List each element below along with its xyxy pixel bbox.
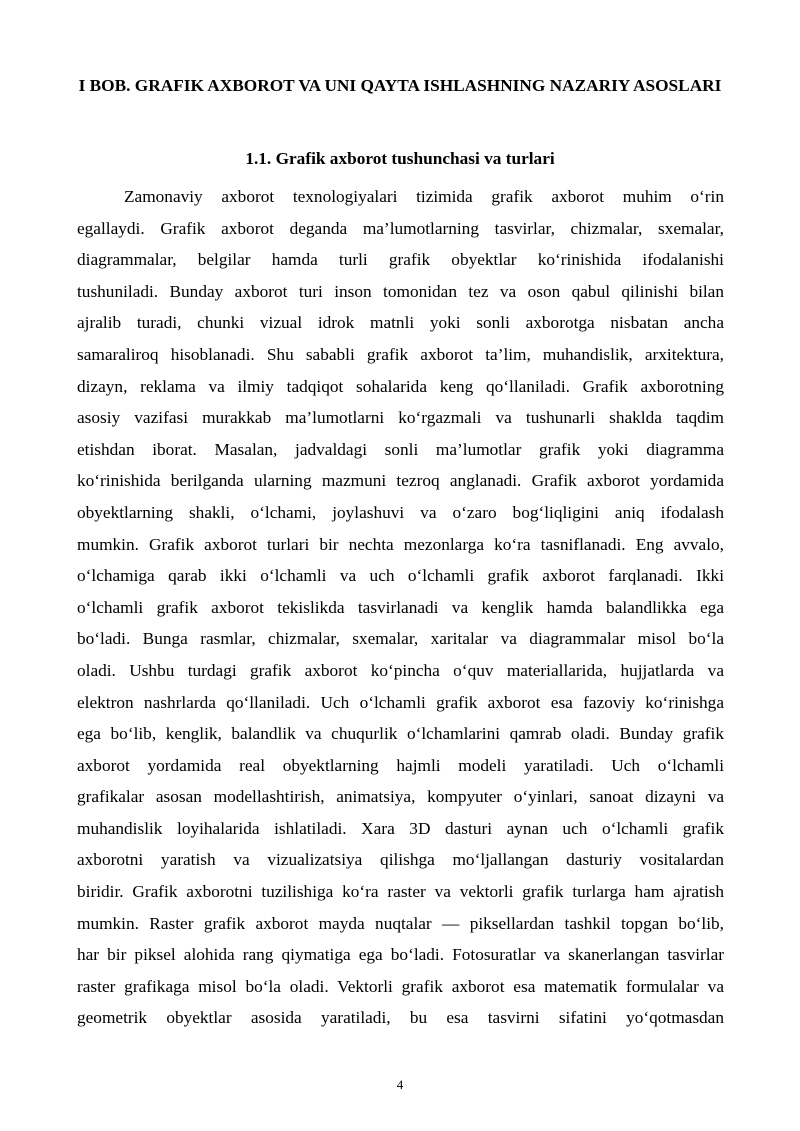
paragraph-line: raster grafikaga misol bo‘la oladi. Vektorli grafik axborot esa matematik formulalar va [77, 976, 724, 996]
paragraph-line: har bir piksel alohida rang qiymatiga ega bo‘ladi. Fotosuratlar va skanerlangan tasvirlar [77, 945, 724, 965]
paragraph-line: dizayn, reklama va ilmiy tadqiqot sohalarida keng qo‘llaniladi. Grafik axborotning [77, 376, 724, 396]
paragraph-line: oladi. Ushbu turdagi grafik axborot ko‘pincha o‘quv materiallarida, hujjatlarda va [77, 660, 724, 680]
paragraph-line: axborotni yaratish va vizualizatsiya qilishga mo‘ljallangan dasturiy vositalardan [77, 850, 724, 870]
paragraph-line: elektron nashrlarda qo‘llaniladi. Uch o‘lchamli grafik axborot esa fazoviy ko‘rinishga [77, 692, 724, 712]
paragraph-line: Zamonaviy axborot texnologiyalari tizimida grafik axborot muhim o‘rin [124, 187, 724, 206]
paragraph-line: obyektlarning shakli, o‘lchami, joylashuvi va o‘zaro bog‘liqligini aniq ifodalash [77, 502, 724, 522]
paragraph-line: bo‘ladi. Bunga rasmlar, chizmalar, sxemalar, xaritalar va diagrammalar misol bo‘la [77, 629, 724, 649]
paragraph-line: grafikalar asosan modellashtirish, animatsiya, kompyuter o‘yinlari, sanoat dizayni va [77, 787, 724, 807]
paragraph-line: ega bo‘lib, kenglik, balandlik va chuqurlik o‘lchamlarini qamrab oladi. Bunday grafik [77, 724, 724, 744]
paragraph-line: ajralib turadi, chunki vizual idrok matnli yoki sonli axborotga nisbatan ancha [77, 313, 724, 333]
paragraph-line: geometrik obyektlar asosida yaratiladi, bu esa tasvirni sifatini yo‘qotmasdan [77, 1008, 724, 1028]
paragraph-line: mumkin. Grafik axborot turlari bir nechta mezonlarga ko‘ra tasniflanadi. Eng avvalo, [77, 534, 724, 554]
paragraph-line: samaraliroq hisoblanadi. Shu sababli grafik axborot ta’lim, muhandislik, arxitektura, [77, 344, 724, 364]
paragraph-line: mumkin. Raster grafik axborot mayda nuqtalar — piksellardan tashkil topgan bo‘lib, [77, 913, 724, 933]
paragraph-line: egallaydi. Grafik axborot deganda ma’lumotlarning tasvirlar, chizmalar, sxemalar, [77, 218, 724, 238]
page-number: 4 [396, 1077, 404, 1092]
paragraph-line: tushuniladi. Bunday axborot turi inson tomonidan tez va oson qabul qilinishi bilan [77, 281, 724, 301]
paragraph-line: ko‘rinishida berilganda ularning mazmuni tezroq anglanadi. Grafik axborot yordamida [77, 471, 724, 491]
paragraph-line: axborot yordamida real obyektlarning hajmli modeli yaratiladi. Uch o‘lchamli [77, 755, 724, 775]
paragraph-line: o‘lchamiga qarab ikki o‘lchamli va uch o‘lchamli grafik axborot farqlanadi. Ikki [77, 566, 724, 586]
paragraph-line: asosiy vazifasi murakkab ma’lumotlarni ko‘rgazmali va tushunarli shaklda taqdim [77, 408, 724, 428]
body-paragraph [77, 181, 724, 1034]
chapter-title: I BOB. GRAFIK AXBOROT VA UNI QAYTA ISHLASHNING NAZARIY ASOSLARI [78, 76, 722, 95]
paragraph-line: o‘lchamli grafik axborot tekislikda tasvirlanadi va kenglik hamda balandlikka ega [77, 597, 724, 617]
paragraph-line: biridir. Grafik axborotni tuzilishiga ko‘ra raster va vektorli grafik turlarga ham ajratish [77, 882, 724, 902]
section-title: 1.1. Grafik axborot tushunchasi va turlari [245, 149, 555, 168]
paragraph-line: muhandislik loyihalarida ishlatiladi. Xara 3D dasturi aynan uch o‘lchamli grafik [77, 818, 724, 838]
paragraph-line: etishdan iborat. Masalan, jadvaldagi sonli ma’lumotlar grafik yoki diagramma [77, 439, 724, 459]
paragraph-line: diagrammalar, belgilar hamda turli grafik obyektlar ko‘rinishida ifodalanishi [77, 250, 724, 270]
